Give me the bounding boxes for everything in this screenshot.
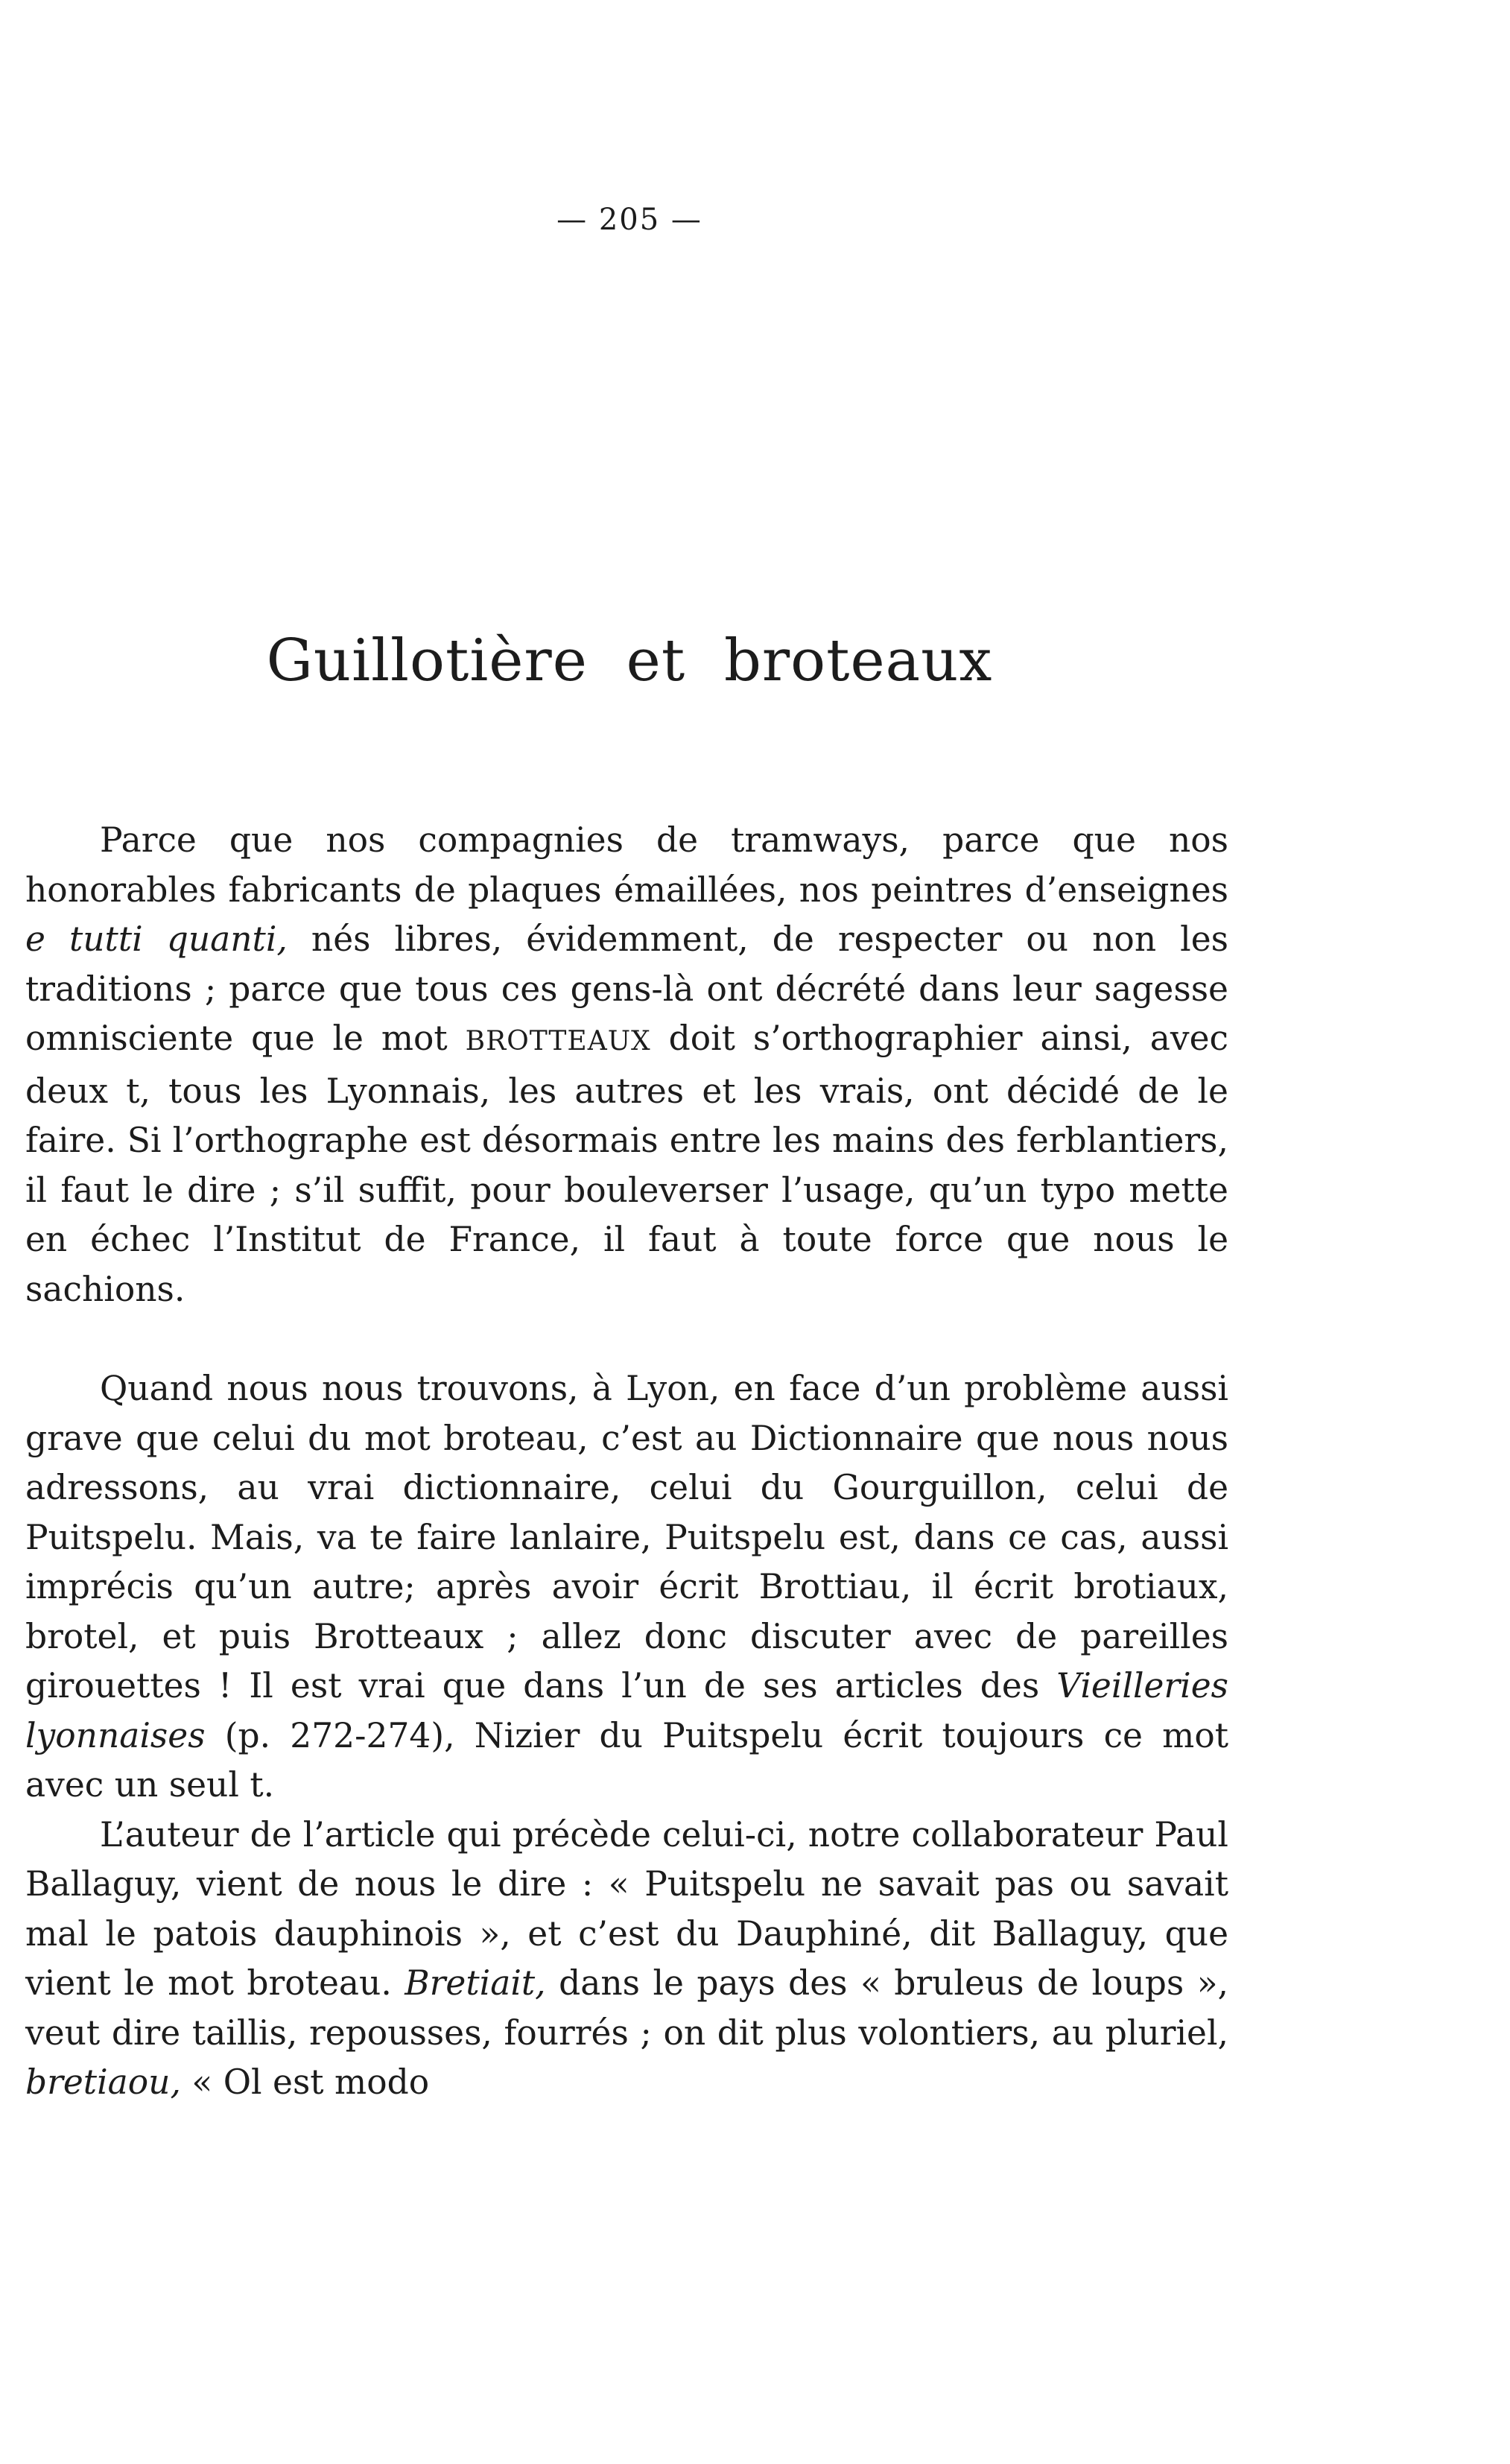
paragraph-2 (25, 1364, 1228, 1811)
paragraph-3 (25, 1811, 1228, 2108)
paragraph-1 (25, 816, 1228, 1314)
paragraph-2-text-a: Quand nous nous trouvons, à Lyon, en face d’un problème aussi grave que celui du mot broteau, c’est au Dictionnaire que nous nous adressons, au vrai dictionnaire, celui du Gourguillon, celui de Puitspelu. Mais, va te faire lanlaire, Puitspelu est, dans ce cas, aussi imprécis qu’un autre; après avoir écrit Brottiau, il écrit brotiaux, brotel, et puis Brotteaux ; allez donc discuter avec de pareilles girouettes ! Il est vrai que dans l’un de ses articles des (25, 1369, 1228, 1706)
page-number: — 205 — (556, 203, 702, 237)
paragraph-1-smallcaps-word: BROTTEAUX (465, 1026, 651, 1057)
body-text (25, 816, 1228, 2108)
paragraph-3-text-c: « Ol est modo (180, 2062, 430, 2102)
paragraph-1-text-b: nés libres, évidemment, de respecter ou non les traditions ; parce que tous ces gens-là ont décrété dans leur sagesse omnisciente que le mot (25, 919, 1228, 1058)
paragraph-3-text-b: dans le pays des « bruleus de loups », veut dire taillis, repousses, fourrés ; on dit plus volontiers, au pluriel, (25, 1963, 1228, 2053)
paragraph-1-text-a: Parce que nos compagnies de tramways, parce que nos honorables fabricants de plaques émaillées, nos peintres d’enseignes (25, 820, 1228, 910)
paragraph-3-italic-word-1: Bretiait, (405, 1963, 546, 2003)
paragraph-1-text-c: doit s’orthographier ainsi, avec deux t, tous les Lyonnais, les autres et les vrais, ont décidé de le faire. Si l’orthographe est désormais entre les mains des ferblantiers, il faut le dire ; s’il suffit, pour bouleverser l’usage, qu’un typo mette en échec l’Institut de France, il faut à toute force que nous le sachions. (25, 1019, 1228, 1309)
chapter-title: Guillotière et broteaux (266, 627, 993, 694)
paragraph-2-text-b: (p. 272-274), Nizier du Puitspelu écrit toujours ce mot avec un seul t. (25, 1715, 1228, 1805)
paragraph-2-italic-title: Vieilleries lyonnaises (25, 1666, 1228, 1755)
paragraph-3-text-a: L’auteur de l’article qui précède celui-ci, notre collaborateur Paul Ballaguy, vient de nous le dire : « Puitspelu ne savait pas ou savait mal le patois dauphinois », et c’est du Dauphiné, dit Ballaguy, que vient le mot broteau. (25, 1814, 1228, 2003)
paragraph-1-italic-phrase: e tutti quanti, (25, 919, 288, 959)
paragraph-3-italic-word-2: bretiaou, (25, 2062, 181, 2102)
